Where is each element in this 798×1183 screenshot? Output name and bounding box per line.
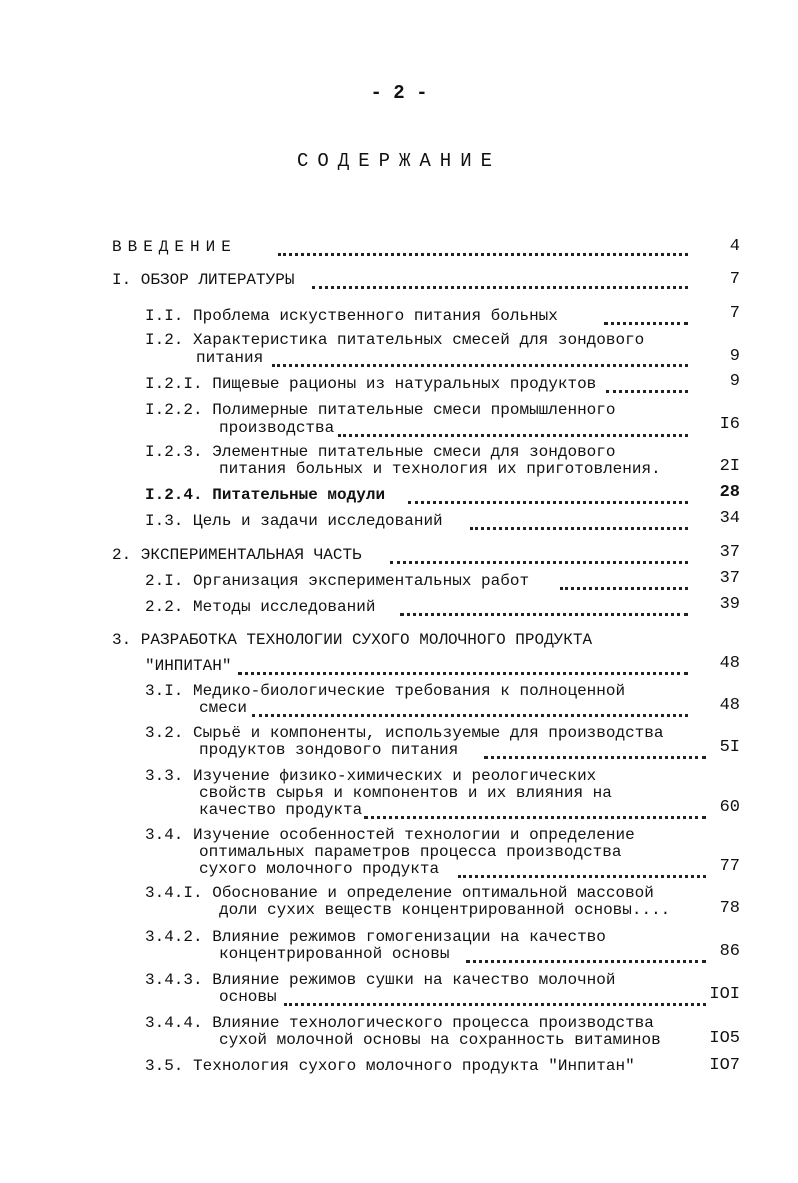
toc-entry-text: 3.4.3. Влияние режимов сушки на качество молочной [145,971,616,989]
toc-page-number: 7 [729,304,740,323]
toc-entry-text: концентрированной основы [219,945,450,963]
dot-leader [560,585,688,590]
dot-leader [400,611,688,616]
toc-entry-text: 3.3. Изучение физико-химических и реологических [145,767,597,785]
toc-entry-text: оптимальных параметров процесса производства [199,843,622,861]
toc-entry-text: ВВЕДЕНИЕ [112,238,237,256]
toc-entry-text: 3.4.I. Обоснование и определение оптимальной массовой [145,884,654,902]
dot-leader [272,362,688,367]
toc-page-number: I6 [719,415,740,434]
toc-entry-text: 3.4.4. Влияние технологического процесса производства [145,1014,654,1032]
toc-entry-text: сухой молочной основы на сохранность витаминов [219,1031,661,1049]
dot-leader [238,670,688,675]
toc-entry-text: смеси [199,699,248,717]
toc-page-number: 9 [729,347,740,366]
toc-entry-text: 2.2. Методы исследований [145,598,376,616]
toc-entry-text: 3.4.2. Влияние режимов гомогенизации на качество [145,928,606,946]
dot-leader [408,499,688,504]
toc-entry-text: доли сухих веществ концентрированной основы.... [219,901,671,919]
toc-entry-text: I.2.2. Полимерные питательные смеси промышленного [145,401,616,419]
dot-leader [458,873,706,878]
dot-leader [470,525,688,530]
toc-page-number: 7 [729,270,740,289]
dot-leader [606,388,688,393]
toc-page-number: IOI [709,985,740,1004]
dot-leader [284,1001,706,1006]
toc-page-number: IO7 [709,1056,740,1075]
toc-page-number: 48 [719,696,740,715]
toc-page-number: 86 [719,942,740,961]
dot-leader [364,814,706,819]
toc-title: СОДЕРЖАНИЕ [296,150,502,172]
toc-page-number: 5I [719,738,740,757]
toc-page-number: 37 [719,569,740,588]
toc-entry-text: 3.I. Медико-биологические требования к полноценной [145,682,626,700]
dot-leader [312,284,688,289]
dot-leader [252,712,688,717]
toc-page-number: 2I [719,457,740,476]
toc-page-number: 39 [719,595,740,614]
toc-entry-text: качество продукта [199,801,363,819]
toc-entry-text: 3.2. Сырьё и компоненты, используемые для производства [145,724,664,742]
toc-page-number: 48 [719,654,740,673]
toc-entry-text: питания [196,349,264,367]
dot-leader [604,320,688,325]
toc-entry-text: I.2. Характеристика питательных смесей для зондового [145,331,645,349]
toc-page-number: IO5 [709,1029,740,1048]
toc-entry-text: I.2.I. Пищевые рационы из натуральных продуктов [145,375,597,393]
toc-entry-text: 3.4. Изучение особенностей технологии и определение [145,826,635,844]
toc-entry-text: 3.5. Технология сухого молочного продукта "Инпитан" [145,1057,635,1075]
dot-leader [390,559,688,564]
dot-leader [466,958,706,963]
toc-entry-text: продуктов зондового питания [199,741,459,759]
toc-entry-text: I.3. Цель и задачи исследований [145,512,443,530]
toc-entry-text: основы [219,988,277,1006]
toc-entry-text: I. ОБЗОР ЛИТЕРАТУРЫ [112,271,295,289]
toc-entry-text: I.2.4. Питательные модули [145,486,386,504]
dot-leader [484,754,706,759]
toc-page-number: 60 [719,798,740,817]
toc-page-number: 9 [729,372,740,391]
toc-entry-text: 3. РАЗРАБОТКА ТЕХНОЛОГИИ СУХОГО МОЛОЧНОГО ПРОДУКТА [112,631,593,649]
dot-leader [338,432,688,437]
toc-entry-text: свойств сырья и компонентов и их влияния на [199,784,612,802]
dot-leader [278,251,688,256]
toc-entry-text: 2. ЭКСПЕРИМЕНТАЛЬНАЯ ЧАСТЬ [112,546,362,564]
toc-page-number: 4 [729,237,740,256]
toc-page-number: 78 [719,899,740,918]
toc-entry-text: 2.I. Организация экспериментальных работ [145,572,530,590]
toc-entry-text: производства [219,419,335,437]
toc-entry-text: "ИНПИТАН" [145,657,232,675]
toc-page-number: 37 [719,543,740,562]
toc-page-number: 28 [719,483,740,502]
toc-entry-text: I.I. Проблема искуственного питания больных [145,307,558,325]
toc-entry-text: сухого молочного продукта [199,860,440,878]
toc-entry-text: I.2.3. Элементные питательные смеси для зондового [145,443,616,461]
toc-page-number: 34 [719,509,740,528]
page-number: - 2 - [370,82,428,104]
toc-entry-text: питания больных и технология их приготовления. [219,460,661,478]
toc-page-number: 77 [719,857,740,876]
